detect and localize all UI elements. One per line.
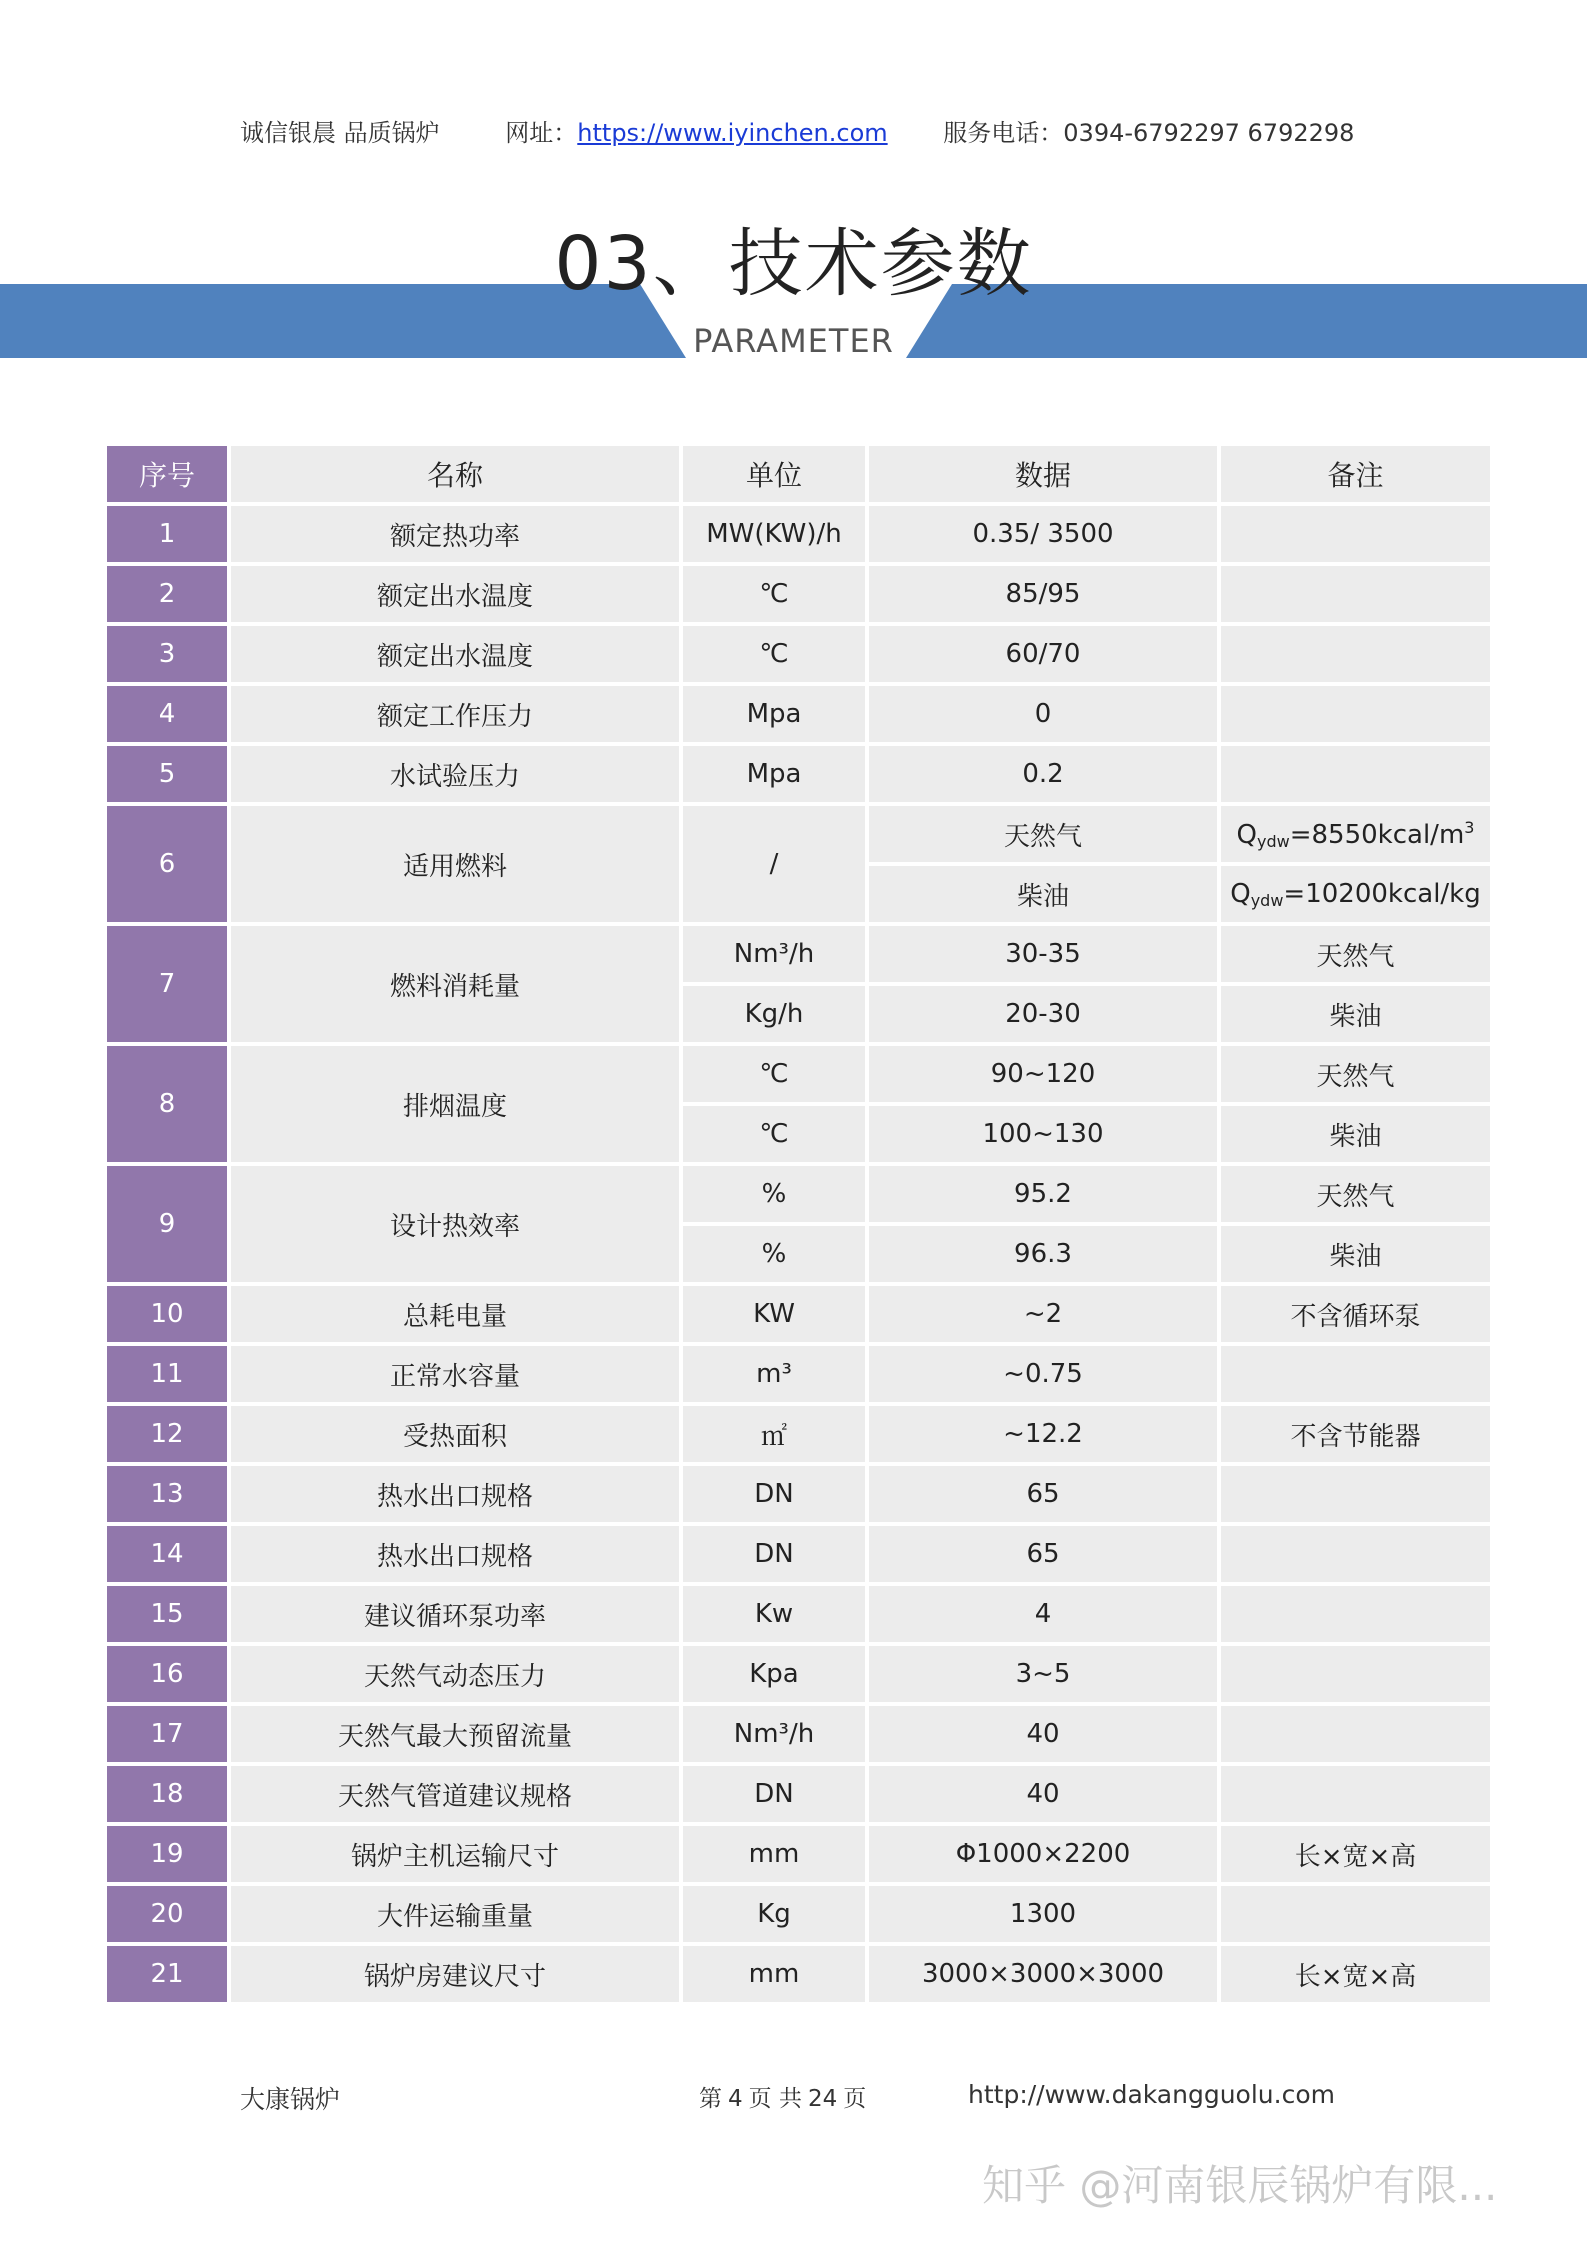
page-mid: 页 共 bbox=[748, 2086, 802, 2112]
row-number: 10 bbox=[107, 1286, 227, 1342]
row-number: 16 bbox=[107, 1646, 227, 1702]
row-note: 天然气 bbox=[1221, 1166, 1490, 1222]
table-row bbox=[107, 1046, 1490, 1102]
note-q: Q bbox=[1230, 878, 1251, 909]
row-note bbox=[1221, 746, 1490, 802]
row-note: 柴油 bbox=[1221, 1106, 1490, 1162]
row-number: 11 bbox=[107, 1346, 227, 1402]
row-note: 长×宽×高 bbox=[1221, 1826, 1490, 1882]
table-row bbox=[107, 1766, 1490, 1822]
note-q: Q bbox=[1236, 819, 1257, 850]
row-number: 18 bbox=[107, 1766, 227, 1822]
row-unit: KW bbox=[683, 1286, 865, 1342]
row-data: 20-30 bbox=[869, 986, 1217, 1042]
row-number: 5 bbox=[107, 746, 227, 802]
page-header bbox=[240, 113, 1354, 148]
row-data: 3~5 bbox=[869, 1646, 1217, 1702]
row-unit: MW(KW)/h bbox=[683, 506, 865, 562]
row-name: 建议循环泵功率 bbox=[231, 1586, 679, 1642]
row-name: 天然气动态压力 bbox=[231, 1646, 679, 1702]
row-data: 60/70 bbox=[869, 626, 1217, 682]
row-note: 天然气 bbox=[1221, 926, 1490, 982]
table-row bbox=[107, 1706, 1490, 1762]
header-url-label: 网址： bbox=[505, 119, 578, 147]
row-data: 90~120 bbox=[869, 1046, 1217, 1102]
row-name: 燃料消耗量 bbox=[231, 926, 679, 1042]
row-number: 3 bbox=[107, 626, 227, 682]
row-name: 额定工作压力 bbox=[231, 686, 679, 742]
row-name: 额定热功率 bbox=[231, 506, 679, 562]
note-subscript: ydw bbox=[1257, 831, 1290, 851]
row-unit: Mpa bbox=[683, 746, 865, 802]
row-unit: Mpa bbox=[683, 686, 865, 742]
note-rest: =10200kcal/kg bbox=[1283, 878, 1481, 909]
header-no: 序号 bbox=[107, 446, 227, 502]
header-url-link[interactable]: https://www.iyinchen.com bbox=[577, 119, 888, 147]
table-row bbox=[107, 1466, 1490, 1522]
table-row bbox=[107, 1526, 1490, 1582]
row-data: 0 bbox=[869, 686, 1217, 742]
row-number: 21 bbox=[107, 1946, 227, 2002]
row-name: 天然气管道建议规格 bbox=[231, 1766, 679, 1822]
row-unit: mm bbox=[683, 1826, 865, 1882]
row-unit: Nm³/h bbox=[683, 1706, 865, 1762]
row-unit: ℃ bbox=[683, 566, 865, 622]
row-name: 锅炉房建议尺寸 bbox=[231, 1946, 679, 2002]
page-title: 03、技术参数 bbox=[554, 221, 1033, 307]
watermark: 知乎 @河南银辰锅炉有限... bbox=[982, 2161, 1498, 2210]
row-note bbox=[1221, 1886, 1490, 1942]
row-note bbox=[1221, 1346, 1490, 1402]
row-unit: Kg bbox=[683, 1886, 865, 1942]
row-data: 40 bbox=[869, 1706, 1217, 1762]
row-name: 锅炉主机运输尺寸 bbox=[231, 1826, 679, 1882]
row-note bbox=[1221, 806, 1490, 862]
table-row bbox=[107, 1646, 1490, 1702]
row-name: 受热面积 bbox=[231, 1406, 679, 1462]
table-header-row bbox=[107, 446, 1490, 502]
row-number: 20 bbox=[107, 1886, 227, 1942]
row-number: 17 bbox=[107, 1706, 227, 1762]
table-row bbox=[107, 806, 1490, 862]
row-note: 柴油 bbox=[1221, 986, 1490, 1042]
row-note bbox=[1221, 1706, 1490, 1762]
row-note bbox=[1221, 506, 1490, 562]
row-note bbox=[1221, 1466, 1490, 1522]
page-subtitle: PARAMETER bbox=[693, 322, 894, 360]
page-prefix: 第 bbox=[699, 2086, 722, 2112]
row-number: 15 bbox=[107, 1586, 227, 1642]
page-number: 4 bbox=[728, 2086, 743, 2112]
row-unit: ℃ bbox=[683, 626, 865, 682]
row-name: 天然气最大预留流量 bbox=[231, 1706, 679, 1762]
row-data: 40 bbox=[869, 1766, 1217, 1822]
row-number: 19 bbox=[107, 1826, 227, 1882]
row-unit: ㎡ bbox=[683, 1406, 865, 1462]
header-name: 名称 bbox=[231, 446, 679, 502]
header-note: 备注 bbox=[1221, 446, 1490, 502]
row-unit: Nm³/h bbox=[683, 926, 865, 982]
row-note: 不含节能器 bbox=[1221, 1406, 1490, 1462]
row-number: 7 bbox=[107, 926, 227, 1042]
note-subscript: ydw bbox=[1250, 890, 1284, 910]
table-row bbox=[107, 1586, 1490, 1642]
row-number: 2 bbox=[107, 566, 227, 622]
row-note bbox=[1221, 566, 1490, 622]
row-data: 65 bbox=[869, 1466, 1217, 1522]
header-data: 数据 bbox=[869, 446, 1217, 502]
row-data: 1300 bbox=[869, 1886, 1217, 1942]
row-unit: mm bbox=[683, 1946, 865, 2002]
row-data: 4 bbox=[869, 1586, 1217, 1642]
header-phone-label: 服务电话： bbox=[943, 119, 1064, 147]
row-data: 0.2 bbox=[869, 746, 1217, 802]
row-unit: DN bbox=[683, 1766, 865, 1822]
row-number: 9 bbox=[107, 1166, 227, 1282]
row-note: 天然气 bbox=[1221, 1046, 1490, 1102]
row-data: 0.35/ 3500 bbox=[869, 506, 1217, 562]
row-data: 100~130 bbox=[869, 1106, 1217, 1162]
row-data: ~2 bbox=[869, 1286, 1217, 1342]
row-name: 热水出口规格 bbox=[231, 1466, 679, 1522]
row-number: 6 bbox=[107, 806, 227, 922]
row-name: 热水出口规格 bbox=[231, 1526, 679, 1582]
footer-company: 大康锅炉 bbox=[240, 2085, 341, 2114]
table-row bbox=[107, 506, 1490, 562]
row-unit: ℃ bbox=[683, 1106, 865, 1162]
page-total: 24 bbox=[807, 2086, 838, 2112]
footer-url-link[interactable]: http://www.dakangguolu.com bbox=[968, 2080, 1335, 2109]
row-number: 12 bbox=[107, 1406, 227, 1462]
row-name: 适用燃料 bbox=[231, 806, 679, 922]
table-row bbox=[107, 686, 1490, 742]
row-name: 正常水容量 bbox=[231, 1346, 679, 1402]
row-unit: DN bbox=[683, 1526, 865, 1582]
row-name: 大件运输重量 bbox=[231, 1886, 679, 1942]
header-phone: 0394-6792297 6792298 bbox=[1063, 119, 1355, 147]
row-unit: % bbox=[683, 1166, 865, 1222]
row-number: 4 bbox=[107, 686, 227, 742]
table-row bbox=[107, 1406, 1490, 1462]
row-note: 不含循环泵 bbox=[1221, 1286, 1490, 1342]
row-name: 设计热效率 bbox=[231, 1166, 679, 1282]
row-data: 95.2 bbox=[869, 1166, 1217, 1222]
note-superscript: 3 bbox=[1464, 817, 1475, 837]
row-data: 3000×3000×3000 bbox=[869, 1946, 1217, 2002]
row-data: Φ1000×2200 bbox=[869, 1826, 1217, 1882]
row-data: 柴油 bbox=[869, 866, 1217, 922]
row-name: 排烟温度 bbox=[231, 1046, 679, 1162]
row-unit: Kg/h bbox=[683, 986, 865, 1042]
row-data: 30-35 bbox=[869, 926, 1217, 982]
row-unit: DN bbox=[683, 1466, 865, 1522]
header-slogan: 诚信银晨 品质锅炉 bbox=[240, 119, 440, 147]
table-row bbox=[107, 566, 1490, 622]
row-data: 65 bbox=[869, 1526, 1217, 1582]
row-note bbox=[1221, 1766, 1490, 1822]
row-data: ~12.2 bbox=[869, 1406, 1217, 1462]
row-note bbox=[1221, 686, 1490, 742]
table-row bbox=[107, 746, 1490, 802]
page-suffix: 页 bbox=[843, 2086, 867, 2112]
row-note bbox=[1221, 1526, 1490, 1582]
header-unit: 单位 bbox=[683, 446, 865, 502]
table-row bbox=[107, 1826, 1490, 1882]
table-row bbox=[107, 926, 1490, 982]
row-name: 总耗电量 bbox=[231, 1286, 679, 1342]
row-unit: ℃ bbox=[683, 1046, 865, 1102]
row-number: 1 bbox=[107, 506, 227, 562]
row-unit: Kw bbox=[683, 1586, 865, 1642]
row-number: 8 bbox=[107, 1046, 227, 1162]
row-note bbox=[1221, 1586, 1490, 1642]
row-unit: Kpa bbox=[683, 1646, 865, 1702]
row-unit: / bbox=[683, 806, 865, 922]
row-note bbox=[1221, 866, 1490, 922]
row-name: 额定出水温度 bbox=[231, 566, 679, 622]
table-row bbox=[107, 1286, 1490, 1342]
table-row bbox=[107, 1166, 1490, 1222]
row-note: 长×宽×高 bbox=[1221, 1946, 1490, 2002]
footer-page-indicator bbox=[696, 2080, 869, 2113]
note-rest: =8550kcal/m bbox=[1289, 819, 1465, 850]
row-note bbox=[1221, 1646, 1490, 1702]
parameter-table bbox=[103, 442, 1494, 2006]
table-row bbox=[107, 1346, 1490, 1402]
row-number: 14 bbox=[107, 1526, 227, 1582]
row-unit: % bbox=[683, 1226, 865, 1282]
row-data: ~0.75 bbox=[869, 1346, 1217, 1402]
row-unit: m³ bbox=[683, 1346, 865, 1402]
row-name: 额定出水温度 bbox=[231, 626, 679, 682]
row-note: 柴油 bbox=[1221, 1226, 1490, 1282]
table-row bbox=[107, 626, 1490, 682]
table-row bbox=[107, 1946, 1490, 2002]
row-data: 天然气 bbox=[869, 806, 1217, 862]
table-row bbox=[107, 1886, 1490, 1942]
row-name: 水试验压力 bbox=[231, 746, 679, 802]
row-note bbox=[1221, 626, 1490, 682]
row-data: 96.3 bbox=[869, 1226, 1217, 1282]
row-number: 13 bbox=[107, 1466, 227, 1522]
row-data: 85/95 bbox=[869, 566, 1217, 622]
